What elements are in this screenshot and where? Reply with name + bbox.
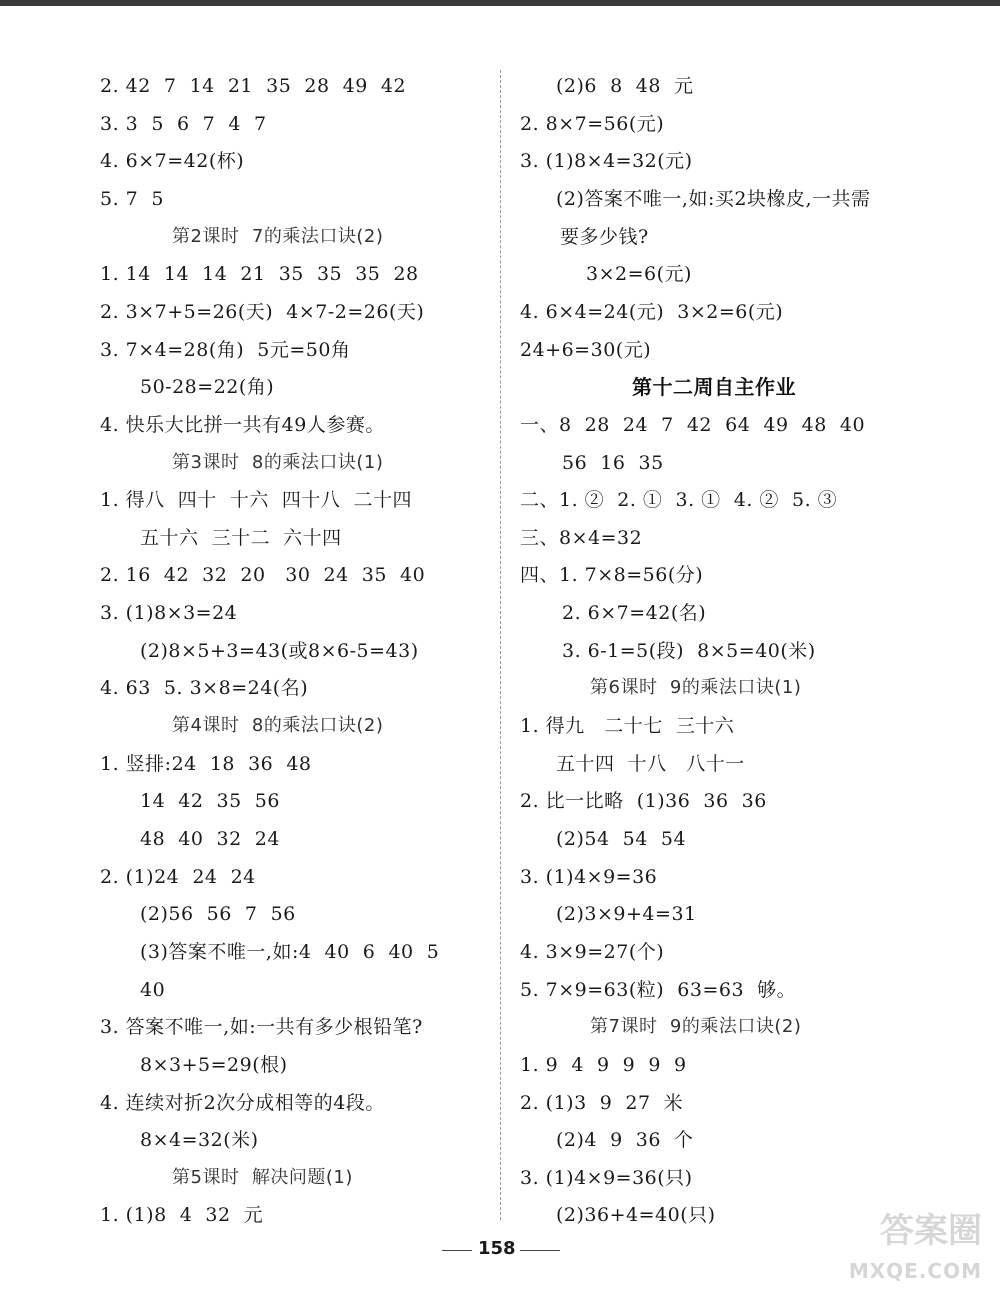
answer-line: 8×3+5=29(根) <box>140 1054 288 1076</box>
answer-line: 40 <box>140 979 166 1001</box>
answer-line: 2. (1)24 24 24 <box>100 866 256 888</box>
answer-line: 五十六 三十二 六十四 <box>140 527 342 549</box>
answer-line: (2)8×5+3=43(或8×6-5=43) <box>140 640 419 662</box>
answer-line: 50-28=22(角) <box>140 376 275 398</box>
week-heading: 第十二周自主作业 <box>632 375 796 399</box>
answer-line: 5. 7 5 <box>100 188 164 210</box>
lesson-heading: 第3课时 8的乘法口诀(1) <box>172 452 384 473</box>
answer-line: (2)答案不唯一,如:买2块橡皮,一共需 <box>556 188 871 210</box>
footer-rule-left <box>442 1250 472 1251</box>
answer-line: 3. (1)4×9=36(只) <box>520 1167 693 1189</box>
answer-line: 五十四 十八 八十一 <box>556 753 745 775</box>
answer-line: 4. 连续对折2次分成相等的4段。 <box>100 1092 385 1114</box>
answer-line: 4. 63 5. 3×8=24(名) <box>100 677 309 699</box>
answer-line: 四、1. 7×8=56(分) <box>520 564 704 586</box>
answer-line: 二、1. ② 2. ① 3. ① 4. ② 5. ③ <box>520 489 838 511</box>
answer-line: (2)36+4=40(只) <box>556 1204 716 1226</box>
top-border <box>0 0 1000 6</box>
answer-line: 3. 3 5 6 7 4 7 <box>100 113 267 135</box>
answer-line: 3. (1)4×9=36 <box>520 866 658 888</box>
answer-line: 3. 6-1=5(段) 8×5=40(米) <box>562 640 816 662</box>
column-divider <box>500 70 501 1220</box>
lesson-heading: 第5课时 解决问题(1) <box>172 1167 353 1188</box>
answer-line: 3. (1)8×4=32(元) <box>520 150 693 172</box>
answer-line: (2)54 54 54 <box>556 828 687 850</box>
answer-line: 1. 竖排:24 18 36 48 <box>100 753 312 775</box>
answer-line: 1. 得九 二十七 三十六 <box>520 715 735 737</box>
answer-line: (2)4 9 36 个 <box>556 1129 694 1151</box>
answer-line: (2)6 8 48 元 <box>556 75 694 97</box>
watermark-logo <box>792 1203 982 1283</box>
answer-line: (3)答案不唯一,如:4 40 6 40 5 <box>140 941 440 963</box>
answer-line: 3. (1)8×3=24 <box>100 602 238 624</box>
answer-line: 1. 得八 四十 十六 四十八 二十四 <box>100 489 412 511</box>
answer-line: 2. (1)3 9 27 米 <box>520 1092 684 1114</box>
lesson-heading: 第2课时 7的乘法口诀(2) <box>172 226 384 247</box>
answer-line: 2. 3×7+5=26(天) 4×7-2=26(天) <box>100 301 425 323</box>
answer-line: 3×2=6(元) <box>586 263 692 285</box>
answer-line: 3. 7×4=28(角) 5元=50角 <box>100 339 351 361</box>
answer-line: 24+6=30(元) <box>520 339 652 361</box>
answer-line: 2. 8×7=56(元) <box>520 113 665 135</box>
answer-line: (2)56 56 7 56 <box>140 903 296 925</box>
watermark-url: MXQE.COM <box>848 1259 982 1283</box>
answer-line: 2. 比一比略 (1)36 36 36 <box>520 790 767 812</box>
watermark-title: 答案圈 <box>880 1211 982 1251</box>
answer-line: 要多少钱? <box>560 226 649 248</box>
answer-line: 3. 答案不唯一,如:一共有多少根铅笔? <box>100 1016 423 1038</box>
page-number: 158 <box>478 1238 516 1259</box>
answer-line: 56 16 35 <box>562 452 664 474</box>
answer-line: 4. 6×4=24(元) 3×2=6(元) <box>520 301 784 323</box>
lesson-heading: 第4课时 8的乘法口诀(2) <box>172 715 384 736</box>
answer-line: 2. 42 7 14 21 35 28 49 42 <box>100 75 407 97</box>
lesson-heading: 第6课时 9的乘法口诀(1) <box>590 677 802 698</box>
answer-line: 三、8×4=32 <box>520 527 643 549</box>
answer-line: 1. (1)8 4 32 元 <box>100 1204 264 1226</box>
lesson-heading: 第7课时 9的乘法口诀(2) <box>590 1016 802 1037</box>
answer-line: 5. 7×9=63(粒) 63=63 够。 <box>520 979 797 1001</box>
answer-line: 4. 快乐大比拼一共有49人参赛。 <box>100 414 385 436</box>
answer-line: 2. 16 42 32 20 30 24 35 40 <box>100 564 426 586</box>
answer-line: 48 40 32 24 <box>140 828 280 850</box>
answer-line: 8×4=32(米) <box>140 1129 259 1151</box>
answer-line: 1. 9 4 9 9 9 9 <box>520 1054 687 1076</box>
answer-line: 2. 6×7=42(名) <box>562 602 707 624</box>
answer-line: 4. 3×9=27(个) <box>520 941 665 963</box>
answer-line: 14 42 35 56 <box>140 790 280 812</box>
answer-line: (2)3×9+4=31 <box>556 903 697 925</box>
answer-line: 1. 14 14 14 21 35 35 35 28 <box>100 263 419 285</box>
answer-line: 一、8 28 24 7 42 64 49 48 40 <box>520 414 866 436</box>
answer-line: 4. 6×7=42(杯) <box>100 150 245 172</box>
footer-rule-right <box>520 1250 560 1251</box>
